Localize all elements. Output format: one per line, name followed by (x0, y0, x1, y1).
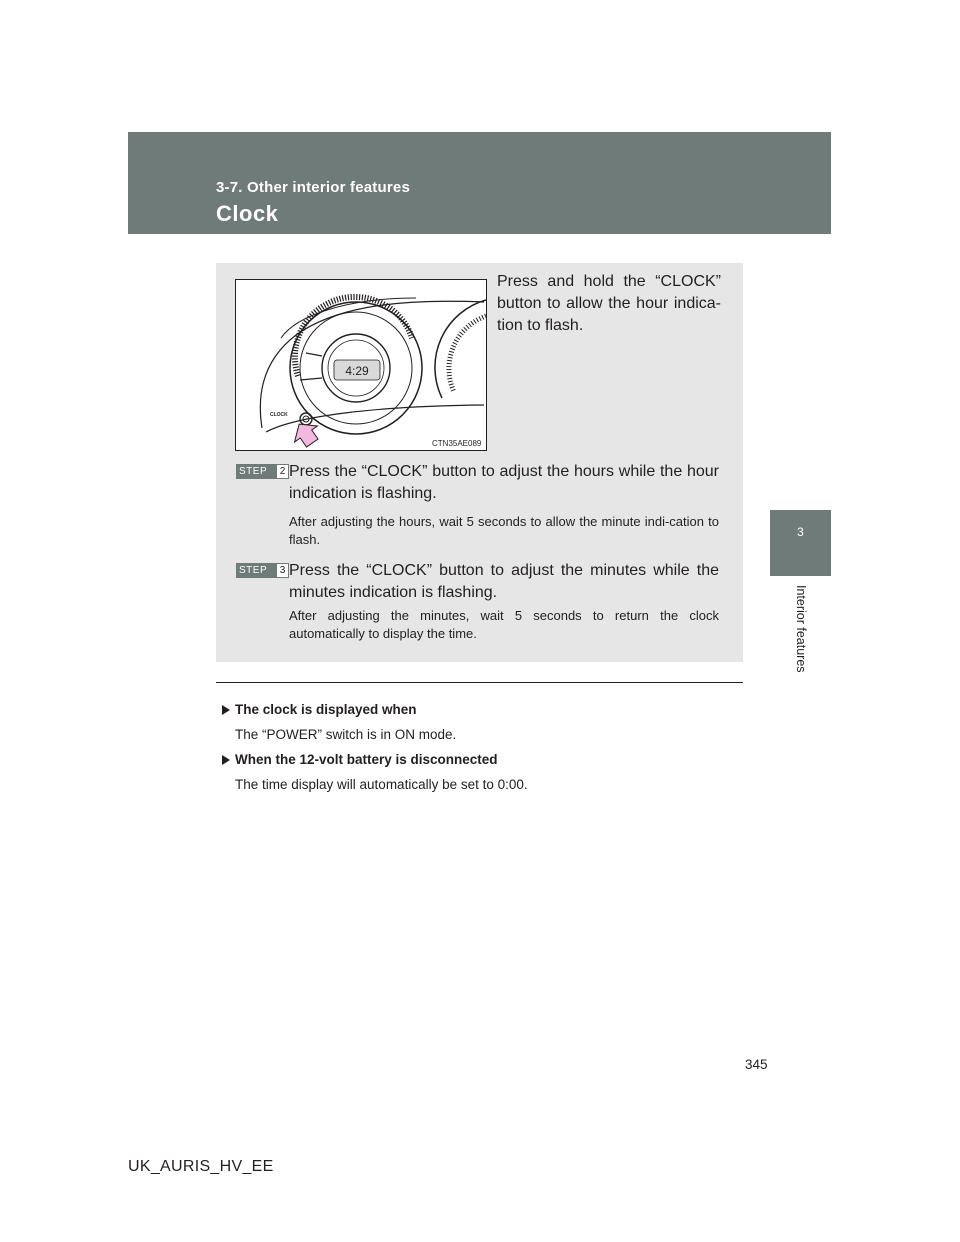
section-label: 3-7. Other interior features (216, 179, 410, 196)
step-badge-2 (236, 464, 289, 479)
divider (216, 682, 743, 683)
triangle-bullet-icon (222, 705, 230, 715)
note-heading-text: When the 12-volt battery is disconnected (235, 752, 498, 767)
clock-illustration (235, 279, 487, 451)
step-number: 2 (276, 464, 289, 479)
document-code: UK_AURIS_HV_EE (128, 1158, 274, 1175)
page-number: 345 (745, 1057, 768, 1072)
note-heading-text: The clock is displayed when (235, 702, 417, 717)
step-number: 3 (276, 563, 289, 578)
page-title: Clock (216, 201, 279, 226)
chapter-label (793, 585, 809, 685)
note-body-2: The time display will automatically be set to 0:00. (235, 777, 528, 792)
note-body-1: The “POWER” switch is in ON mode. (235, 727, 457, 742)
step-2-text: Press the “CLOCK” button to adjust the hours while the hour indication is flashing. (289, 463, 719, 502)
chapter-number: 3 (797, 525, 804, 539)
step-badge-3 (236, 563, 289, 578)
step-2-note: After adjusting the hours, wait 5 seconds to allow the minute indi-cation to flash. (289, 514, 719, 547)
illustration-code: CTN35AE089 (432, 439, 482, 448)
clock-display-text: 4:29 (345, 364, 369, 378)
note-heading-1 (222, 702, 417, 717)
step-3-text: Press the “CLOCK” button to adjust the minutes while the minutes indication is flashing. (289, 562, 719, 601)
step-1-text: Press and hold the “CLOCK” button to allow the hour indica-tion to flash. (497, 273, 721, 334)
instrument-panel-drawing (236, 280, 486, 450)
chapter-tab (770, 510, 831, 576)
chapter-label-text: Interior features (794, 585, 808, 673)
clock-button-label: CLOCK (270, 412, 288, 418)
triangle-bullet-icon (222, 755, 230, 765)
step-3-note: After adjusting the minutes, wait 5 seconds to return the clock automatically to display the time. (289, 608, 719, 641)
step-word: STEP (236, 563, 276, 578)
note-heading-2 (222, 752, 498, 767)
step-word: STEP (236, 464, 276, 479)
